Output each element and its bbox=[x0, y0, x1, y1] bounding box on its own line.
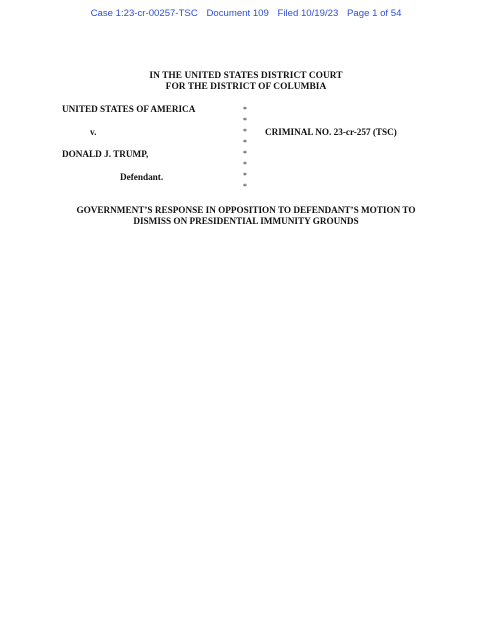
caption-separator: * bbox=[243, 160, 247, 169]
court-name: IN THE UNITED STATES DISTRICT COURT bbox=[149, 71, 343, 81]
court-heading bbox=[0, 71, 492, 93]
document-number-stamp: Document 109 bbox=[206, 8, 269, 19]
plaintiff-name: UNITED STATES OF AMERICA bbox=[62, 104, 196, 114]
case-number-stamp: Case 1:23-cr-00257-TSC bbox=[90, 8, 198, 19]
caption-separator: * bbox=[243, 149, 247, 158]
caption-separator: * bbox=[243, 127, 247, 136]
court-district: FOR THE DISTRICT OF COLUMBIA bbox=[165, 82, 327, 92]
document-title bbox=[0, 205, 492, 227]
caption-separator: * bbox=[243, 138, 247, 147]
caption-separator: * bbox=[243, 182, 247, 191]
caption-separator: * bbox=[243, 105, 247, 114]
caption-separator: * bbox=[243, 171, 247, 180]
caption-separator: * bbox=[243, 116, 247, 125]
ecf-filing-header bbox=[0, 8, 492, 19]
document-title-line: GOVERNMENT’S RESPONSE IN OPPOSITION TO DEFENDANT’S MOTION TO bbox=[76, 205, 416, 215]
defendant-name: DONALD J. TRUMP, bbox=[62, 149, 149, 159]
filed-date-stamp: Filed 10/19/23 bbox=[277, 8, 339, 19]
page-count-stamp: Page 1 of 54 bbox=[347, 8, 402, 19]
document-title-line: DISMISS ON PRESIDENTIAL IMMUNITY GROUNDS bbox=[133, 216, 359, 226]
defendant-label: Defendant. bbox=[120, 172, 164, 182]
criminal-case-number: CRIMINAL NO. 23-cr-257 (TSC) bbox=[265, 127, 397, 137]
versus-label: v. bbox=[90, 127, 97, 137]
